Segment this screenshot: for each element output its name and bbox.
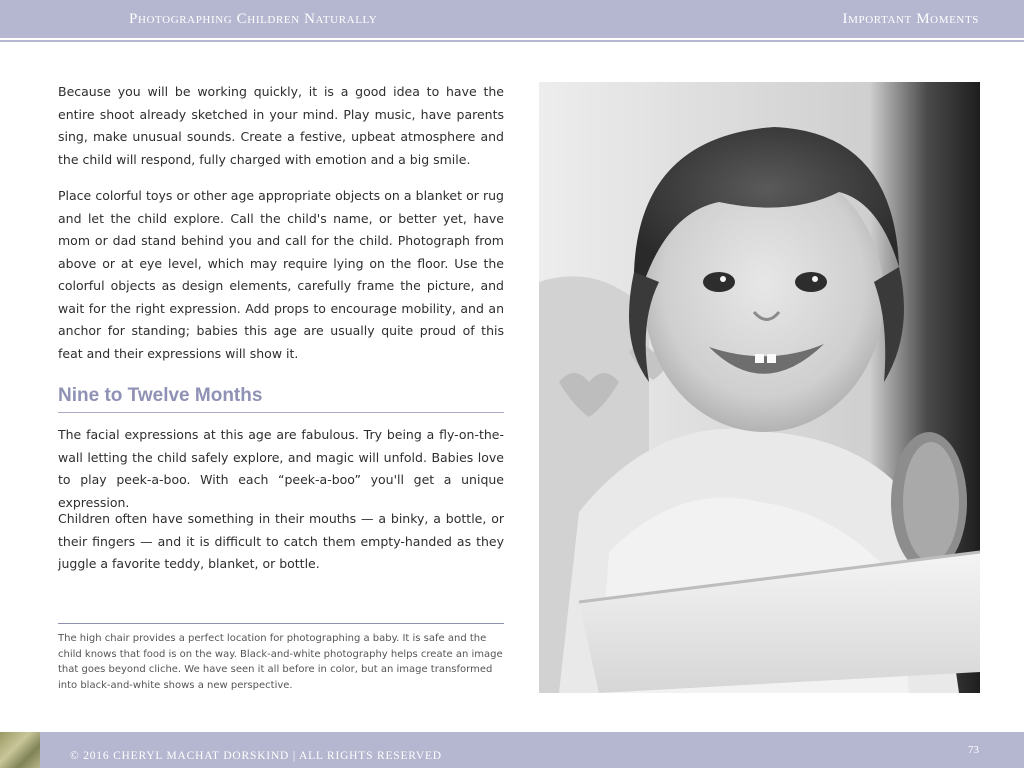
photo-caption: The high chair provides a perfect location for photographing a baby. It is safe and the child knows that food is on the way. Black-and-white photography helps create an image that goes beyond cliche. We have seen it all before in color, but an image transformed into black-and-white shows a new perspective.: [58, 633, 503, 691]
caption-divider: [58, 623, 504, 624]
copyright-notice: © 2016 CHERYL MACHAT DORSKIND | ALL RIGHTS RESERVED: [70, 750, 442, 762]
baby-photo-illustration: [539, 82, 980, 693]
header-divider: [0, 40, 1024, 42]
header-bar: [0, 0, 1024, 38]
section-heading: Nine to Twelve Months: [58, 385, 504, 413]
baby-photo: [539, 82, 980, 693]
book-title: Photographing Children Naturally: [129, 11, 378, 27]
body-paragraph: Because you will be working quickly, it is a good idea to have the entire shoot already sketched in your mind. Play music, have parents sing, make unusual sounds. Create a festive, upbeat atmosphere and the child will respond, fully charged with emotion and a big smile.: [58, 84, 504, 167]
page-number: 73: [968, 744, 979, 756]
body-paragraph: The facial expressions at this age are fabulous. Try being a fly-on-the-wall letting the child safely explore, and magic will unfold. Babies love to play peek-a-boo. With each “peek-a-boo” you'll get a unique expression.: [58, 427, 504, 510]
footer-thumbnail-image: [0, 732, 40, 768]
chapter-title: Important Moments: [842, 11, 979, 27]
body-paragraph: Place colorful toys or other age appropriate objects on a blanket or rug and let the child explore. Call the child's name, or better yet, have mom or dad stand behind you and call for the child. Photograph from above or at eye level, which may require lying on the floor. Use the colorful objects as design elements, carefully frame the picture, and wait for the right expression. Add props to encourage mobility, and an anchor for standing; babies this age are usually quite proud of this feat and their expressions will show it.: [58, 188, 504, 361]
body-paragraph: Children often have something in their mouths — a binky, a bottle, or their fingers — and it is difficult to catch them empty-handed as they juggle a favorite teddy, blanket, or bottle.: [58, 511, 504, 571]
